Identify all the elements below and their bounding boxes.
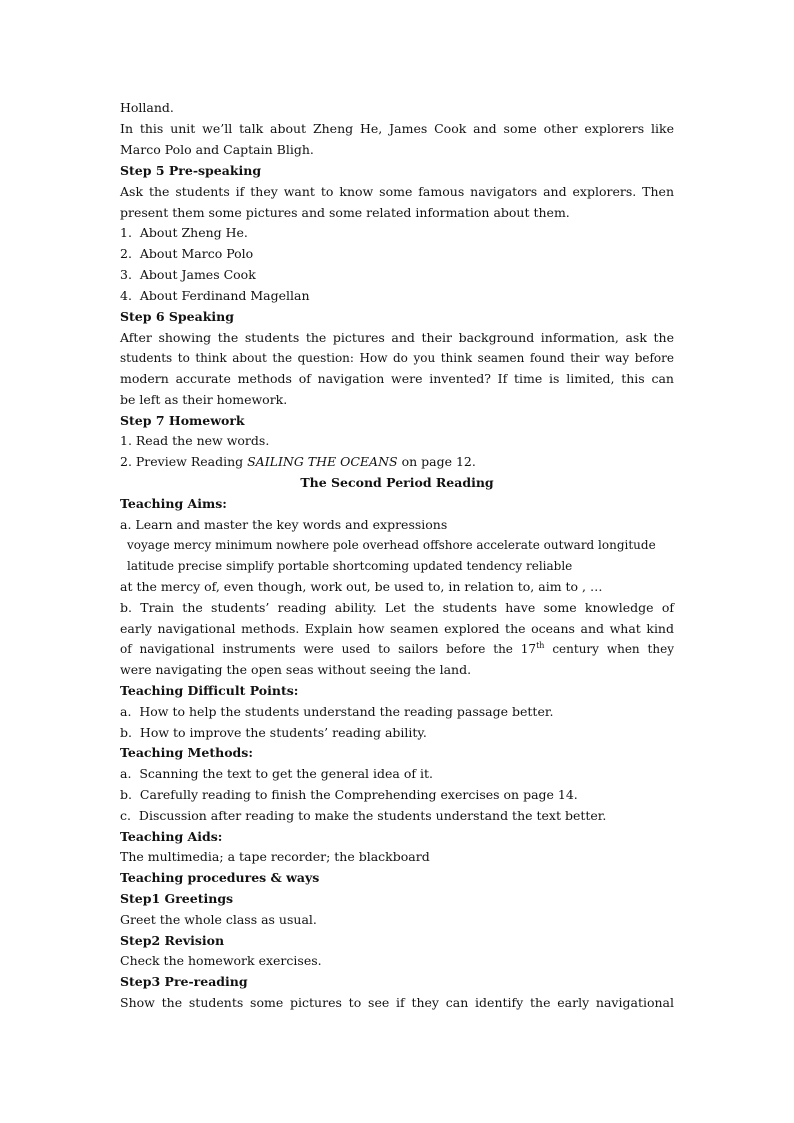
- text-line: early navigational methods. Explain how seamen explored the oceans and what kind: [120, 621, 674, 636]
- ordinal-suffix: th: [536, 641, 545, 650]
- list-item: a. Scanning the text to get the general idea of it.: [120, 766, 433, 781]
- text-line: be left as their homework.: [120, 392, 288, 407]
- text-line: were navigating the open seas without seeing the land.: [120, 662, 472, 677]
- step-heading: Step1 Greetings: [120, 891, 234, 906]
- section-heading: Teaching procedures & ways: [120, 870, 320, 885]
- section-heading: Teaching Methods:: [120, 745, 253, 760]
- text-line: In this unit we’ll talk about Zheng He, James Cook and some other explorers like: [120, 121, 674, 136]
- vocabulary-line: voyage mercy minimum nowhere pole overhead offshore accelerate outward longitude: [127, 538, 656, 552]
- list-item: 2. About Marco Polo: [120, 246, 254, 261]
- list-item: b. How to improve the students’ reading ability.: [120, 725, 427, 740]
- step-heading: Step3 Pre-reading: [120, 974, 248, 989]
- instruments-text-end: century when they: [544, 642, 674, 656]
- list-item: a. How to help the students understand the reading passage better.: [120, 704, 554, 719]
- text-line: The multimedia; a tape recorder; the blackboard: [120, 849, 430, 864]
- text-line: Greet the whole class as usual.: [120, 912, 317, 927]
- section-heading: Teaching Difficult Points:: [120, 683, 299, 698]
- list-item: c. Discussion after reading to make the students understand the text better.: [120, 808, 607, 823]
- text-line: Holland.: [120, 100, 174, 115]
- preview-suffix: on page 12.: [401, 454, 476, 469]
- list-item: b. Carefully reading to finish the Comprehending exercises on page 14.: [120, 787, 578, 802]
- step-heading: Step 6 Speaking: [120, 309, 234, 324]
- list-item: 1. About Zheng He.: [120, 225, 248, 240]
- list-item: 3. About James Cook: [120, 267, 256, 282]
- preview-prefix: 2. Preview Reading: [120, 454, 248, 469]
- text-line: modern accurate methods of navigation were invented? If time is limited, this can: [120, 371, 674, 386]
- section-heading: Teaching Aims:: [120, 496, 227, 511]
- vocabulary-line: latitude precise simplify portable shortcoming updated tendency reliable: [127, 559, 573, 573]
- section-heading: Teaching Aids:: [120, 829, 223, 844]
- step-heading: Step2 Revision: [120, 933, 225, 948]
- list-item: 1. Read the new words.: [120, 433, 270, 448]
- text-line: After showing the students the pictures and their background information, ask the: [120, 330, 674, 345]
- text-line: students to think about the question: How do you think seamen found their way before: [120, 351, 674, 365]
- text-line: a. Learn and master the key words and expressions: [120, 517, 448, 532]
- text-line: Ask the students if they want to know some famous navigators and explorers. Then: [120, 184, 674, 199]
- list-item: [120, 454, 476, 470]
- text-line: present them some pictures and some related information about them.: [120, 205, 570, 220]
- instruments-text: of navigational instruments were used to sailors before the 17: [120, 642, 537, 656]
- period-title: The Second Period Reading: [300, 475, 494, 490]
- text-line: [120, 641, 674, 657]
- step-heading: Step 5 Pre-speaking: [120, 163, 262, 178]
- text-line: Check the homework exercises.: [120, 953, 322, 968]
- text-line: Show the students some pictures to see if they can identify the early navigational: [120, 995, 674, 1010]
- step-heading: Step 7 Homework: [120, 413, 245, 428]
- list-item: 4. About Ferdinand Magellan: [120, 288, 310, 303]
- text-line: b. Train the students’ reading ability. Let the students have some knowledge of: [120, 600, 674, 615]
- text-line: Marco Polo and Captain Bligh.: [120, 142, 314, 157]
- expressions-line: at the mercy of, even though, work out, be used to, in relation to, aim to , …: [120, 579, 603, 594]
- book-title: SAILING THE OCEANS: [247, 454, 398, 469]
